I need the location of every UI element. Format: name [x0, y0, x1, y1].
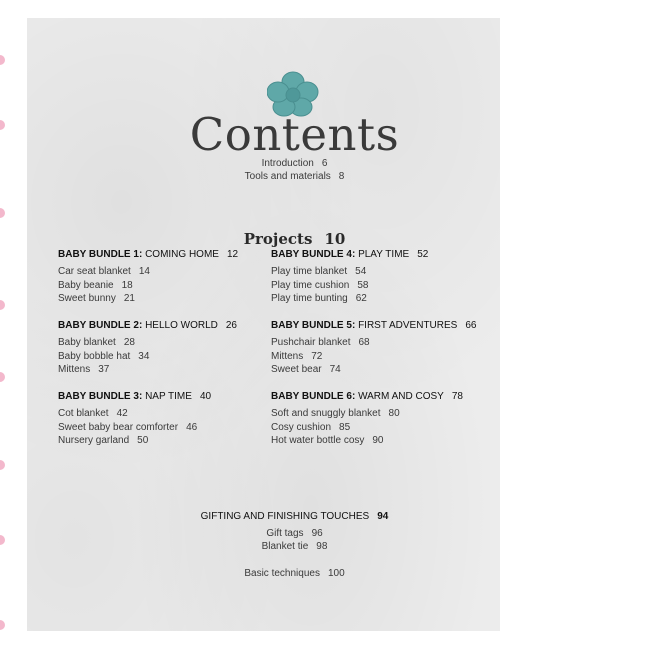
toc-entry-blanket-tie[interactable] [27, 541, 500, 552]
edge-dot [0, 55, 5, 65]
bundle-name: PLAY TIME [358, 249, 410, 260]
entry-page: 62 [355, 293, 367, 304]
entry-label: Basic techniques [244, 568, 320, 579]
bundle-4 [271, 249, 428, 306]
entry-label: Sweet baby bear comforter [58, 421, 179, 433]
entry-page: 80 [388, 408, 400, 419]
entry-label: Blanket tie [261, 541, 309, 552]
bundle-prefix: BABY BUNDLE 1: [58, 249, 143, 260]
entry-label: Tools and materials [244, 171, 331, 182]
toc-entry[interactable] [271, 350, 476, 364]
entry-page: 58 [357, 279, 369, 291]
entry-page: 74 [329, 364, 341, 375]
entry-page: 98 [316, 541, 328, 552]
edge-dot [0, 460, 5, 470]
entry-page: 72 [311, 350, 323, 362]
edge-dot [0, 620, 5, 630]
bundle-5 [271, 320, 476, 377]
toc-entry[interactable] [58, 434, 211, 448]
gifting-label: GIFTING AND FINISHING TOUCHES [200, 511, 370, 522]
bundle-2 [58, 320, 237, 377]
bundle-page: 78 [451, 391, 463, 402]
toc-entry[interactable] [271, 407, 463, 421]
edge-dot [0, 300, 5, 310]
bundle-name: HELLO WORLD [145, 320, 218, 331]
bundle-heading[interactable] [58, 320, 237, 331]
entry-label: Gift tags [266, 528, 304, 539]
entry-label: Mittens [271, 350, 304, 362]
bundle-heading[interactable] [271, 391, 463, 402]
toc-entry-introduction[interactable] [27, 158, 500, 169]
entry-label: Baby bobble hat [58, 350, 131, 362]
bundle-heading[interactable] [271, 249, 428, 260]
entry-label: Play time blanket [271, 266, 348, 277]
toc-entry[interactable] [271, 265, 428, 279]
entry-page: 14 [138, 266, 150, 277]
entry-label: Soft and snuggly blanket [271, 408, 381, 419]
entry-label: Nursery garland [58, 435, 130, 446]
bundle-prefix: BABY BUNDLE 6: [271, 391, 356, 402]
entry-label: Introduction [261, 158, 314, 169]
entry-page: 37 [98, 364, 110, 375]
bundle-6 [271, 391, 463, 448]
toc-entry[interactable] [58, 407, 211, 421]
toc-entry-tools-and-materials[interactable] [27, 171, 500, 182]
entry-label: Play time cushion [271, 279, 350, 291]
toc-entry[interactable] [58, 350, 237, 364]
edge-dot [0, 208, 5, 218]
projects-page: 10 [324, 230, 346, 248]
toc-entry[interactable] [58, 336, 237, 350]
bundle-prefix: BABY BUNDLE 5: [271, 320, 356, 331]
bundle-heading[interactable] [58, 249, 238, 260]
toc-entry[interactable] [58, 421, 211, 435]
entry-page: 90 [372, 435, 384, 446]
entry-label: Sweet bunny [58, 293, 116, 304]
entry-page: 18 [121, 279, 133, 291]
bundle-page: 12 [226, 249, 239, 260]
entry-page: 28 [123, 337, 135, 348]
bundle-prefix: BABY BUNDLE 2: [58, 320, 143, 331]
entry-label: Cot blanket [58, 408, 109, 419]
toc-entry[interactable] [271, 363, 476, 377]
entry-page: 34 [138, 350, 150, 362]
bundle-prefix: BABY BUNDLE 4: [271, 249, 356, 260]
gifting-heading[interactable] [27, 511, 500, 522]
bundle-page: 66 [465, 320, 477, 331]
entry-page: 100 [327, 568, 345, 579]
entry-label: Baby beanie [58, 279, 114, 291]
entry-label: Pushchair blanket [271, 337, 351, 348]
entry-page: 46 [186, 421, 198, 433]
gifting-page: 94 [377, 511, 389, 522]
entry-page: 6 [321, 158, 328, 169]
bundle-prefix: BABY BUNDLE 3: [58, 391, 143, 402]
bundle-page: 52 [417, 249, 429, 260]
toc-entry-basic-techniques[interactable] [27, 568, 500, 579]
entry-label: Mittens [58, 364, 91, 375]
bundle-3 [58, 391, 211, 448]
edge-dot [0, 120, 5, 130]
entry-page: 96 [311, 528, 323, 539]
projects-label: Projects [243, 230, 313, 248]
bundle-name: WARM AND COSY [358, 391, 444, 402]
toc-entry[interactable] [58, 363, 237, 377]
toc-entry-gift-tags[interactable] [27, 528, 500, 539]
toc-entry[interactable] [271, 336, 476, 350]
entry-label: Hot water bottle cosy [271, 435, 365, 446]
bundle-heading[interactable] [58, 391, 211, 402]
bundle-name: COMING HOME [145, 249, 219, 260]
entry-label: Play time bunting [271, 293, 348, 304]
bundle-name: FIRST ADVENTURES [358, 320, 458, 331]
entry-page: 54 [355, 266, 367, 277]
toc-entry[interactable] [271, 434, 463, 448]
entry-label: Baby blanket [58, 337, 116, 348]
toc-entry[interactable] [271, 292, 428, 306]
entry-page: 8 [338, 171, 345, 182]
entry-page: 50 [137, 435, 149, 446]
projects-heading[interactable] [27, 230, 500, 248]
edge-dot [0, 535, 5, 545]
bundle-heading[interactable] [271, 320, 476, 331]
page-title: Contents [189, 108, 400, 161]
toc-entry[interactable] [271, 279, 428, 293]
bundle-1 [58, 249, 238, 306]
toc-entry[interactable] [271, 421, 463, 435]
entry-page: 68 [358, 337, 370, 348]
bundle-page: 26 [225, 320, 237, 331]
bundle-page: 40 [199, 391, 212, 402]
entry-page: 42 [116, 408, 128, 419]
edge-dot [0, 372, 5, 382]
bundle-name: NAP TIME [145, 391, 192, 402]
entry-page: 21 [123, 293, 135, 304]
entry-page: 85 [339, 421, 351, 433]
entry-label: Car seat blanket [58, 266, 131, 277]
entry-label: Cosy cushion [271, 421, 332, 433]
toc-entry[interactable] [58, 292, 238, 306]
toc-entry[interactable] [58, 265, 238, 279]
toc-entry[interactable] [58, 279, 238, 293]
contents-page [27, 18, 500, 631]
entry-label: Sweet bear [271, 364, 322, 375]
